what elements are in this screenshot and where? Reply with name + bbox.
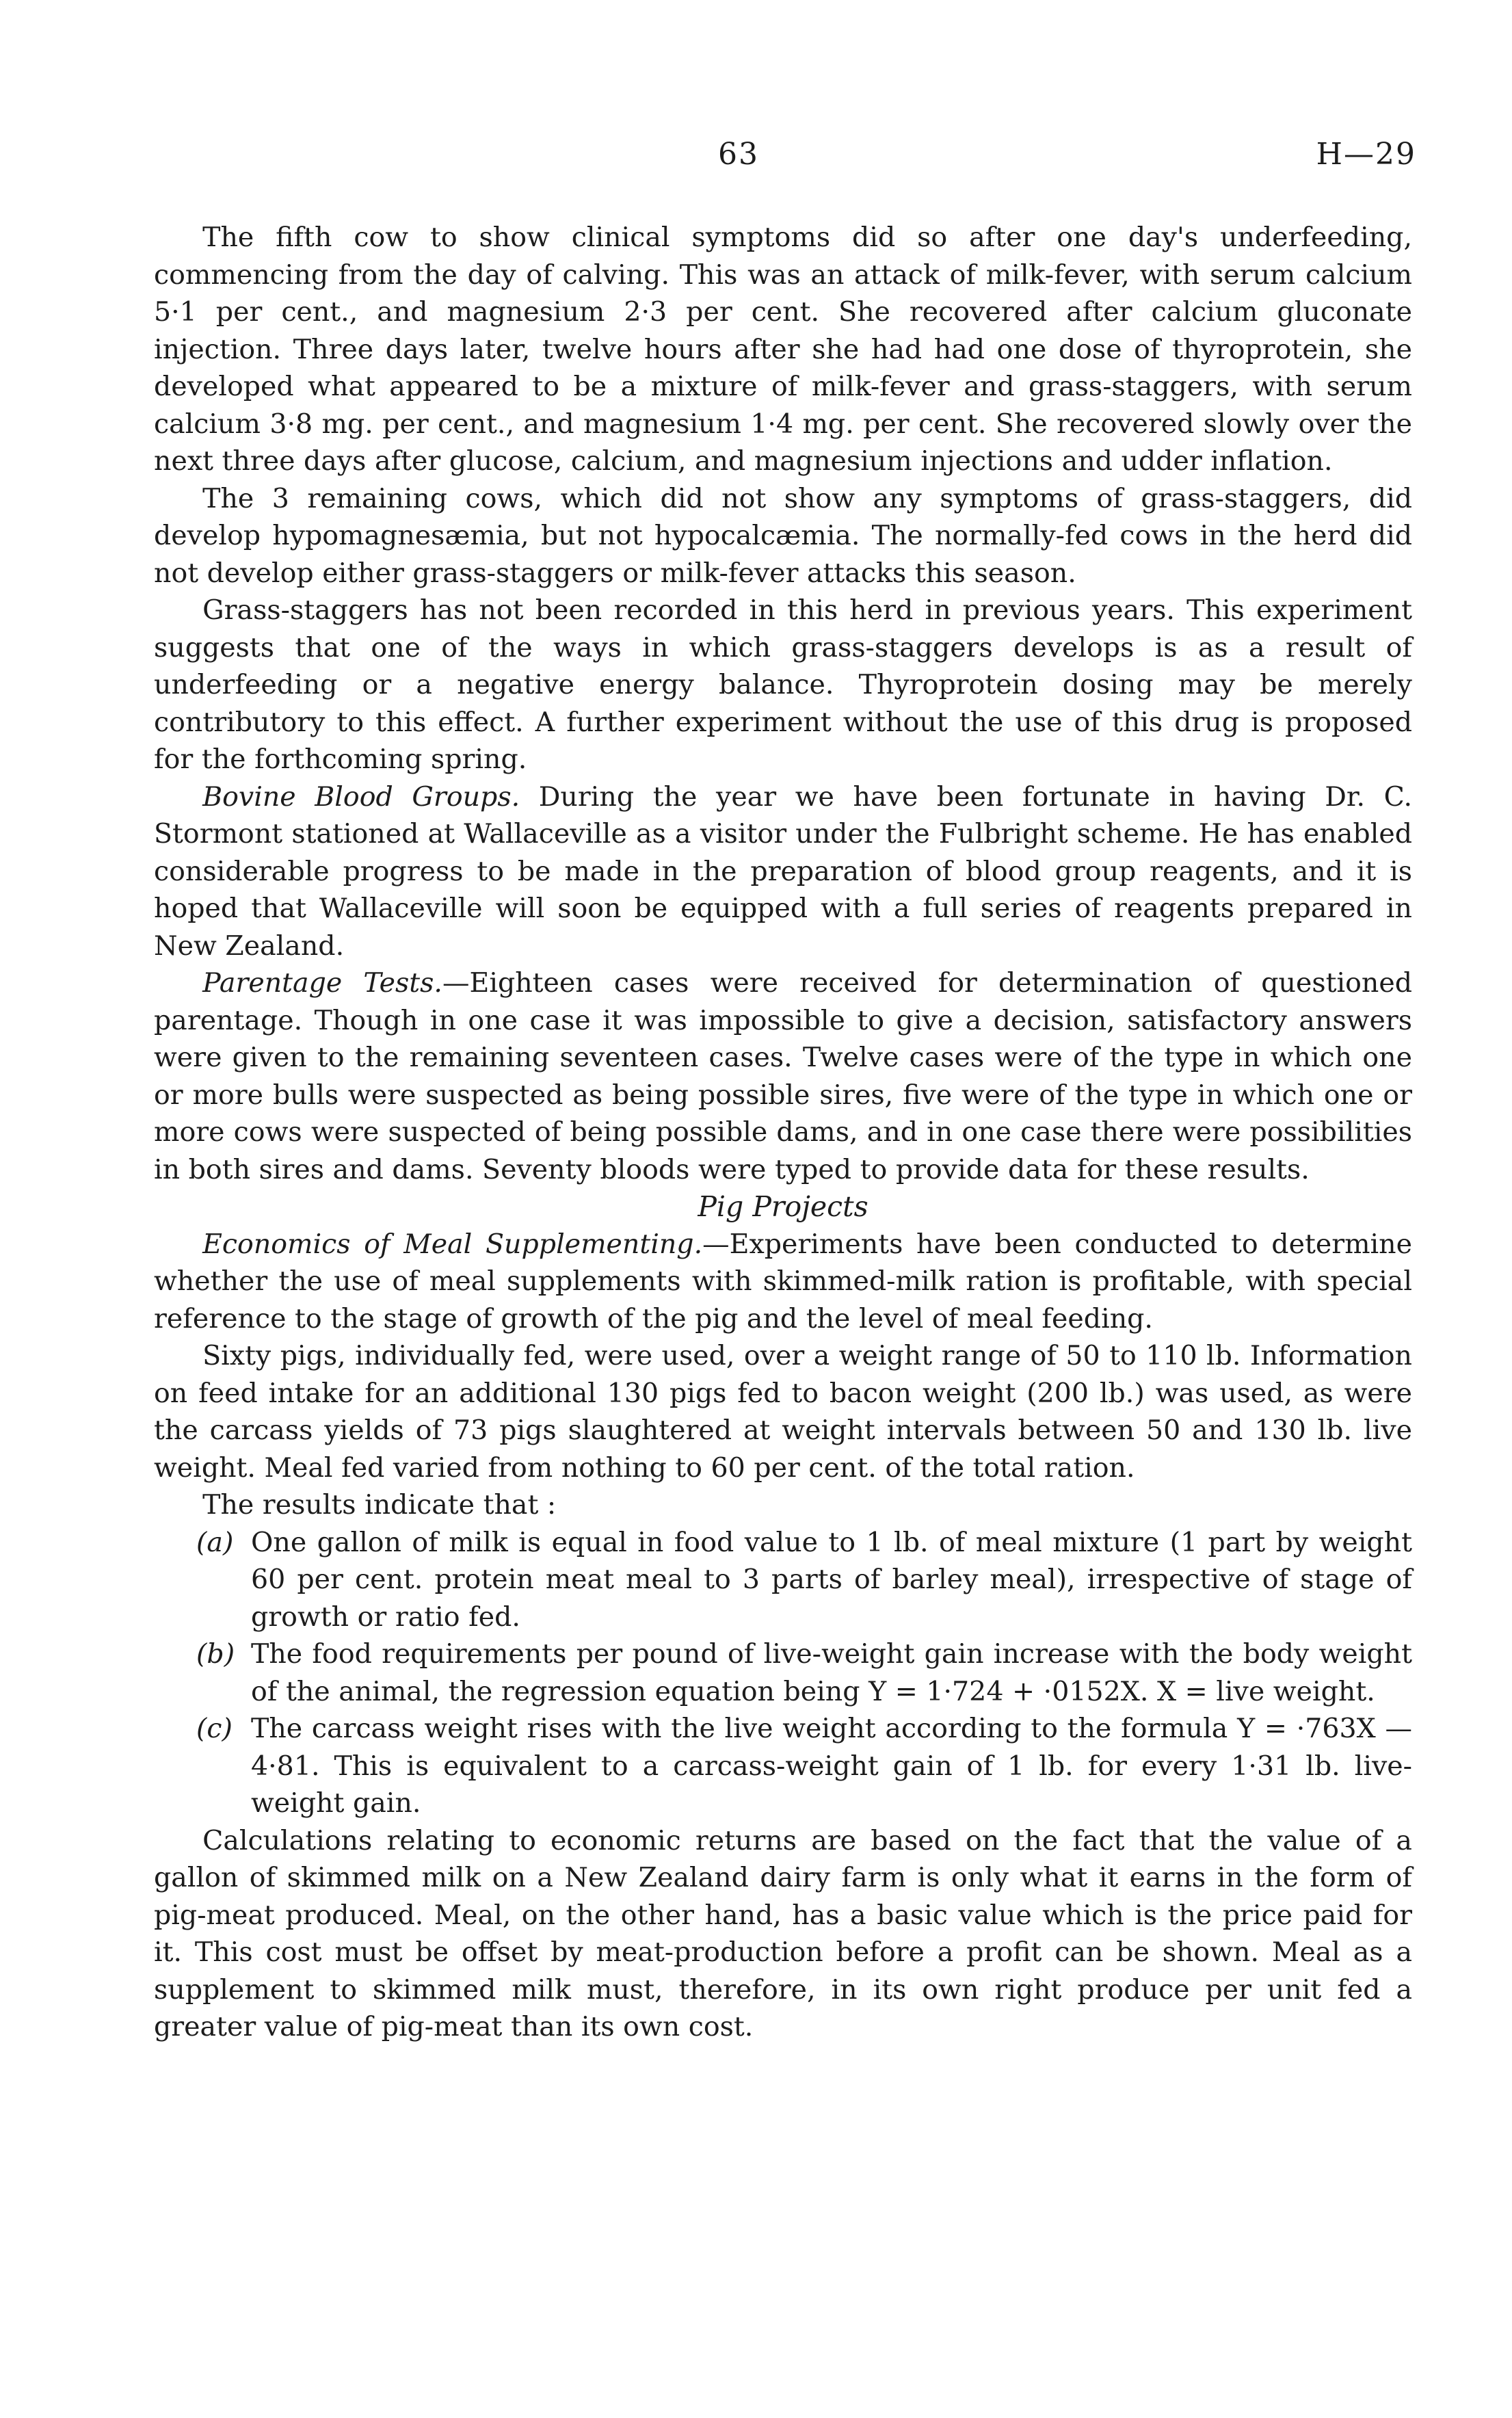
paragraph-economics [154,1226,1412,1338]
bovine-blood-groups-text: During the year we have been fortunate in having Dr. C. Stormont stationed at Wallaceville as a visitor under the Fulbright scheme. He has enabled considerable progress to be made in the preparation of blood group reagents, and it is hoped that Wallaceville will soon be equipped with a full series of reagents prepared in New Zealand. [154,780,1412,962]
paragraph-remaining-cows: The 3 remaining cows, which did not show any symptoms of grass-staggers, did develop hypomagnesæmia, but not hypocalcæmia. The normally-fed cows in the herd did not develop either grass-staggers or milk-fever attacks this season. [154,482,1412,589]
list-item-label: (c) [196,1713,233,1744]
list-item-text: The food requirements per pound of live-weight gain increase with the body weight of the animal, the regression equation being Y = 1·724 + ·0152X. X = live weight. [251,1638,1412,1707]
paragraph-fifth-cow: The fifth cow to show clinical symptoms did so after one day's underfeeding, commencing from the day of calving. This was an attack of milk-fever, with serum calcium 5·1 per cent., and magnesium 2·3 per cent. She recovered after calcium gluconate injection. Three days later, twelve hours after she had had one dose of thyroprotein, she developed what appeared to be a mixture of milk-fever and grass-staggers, with serum calcium 3·8 mg. per cent., and magnesium 1·4 mg. per cent. She recovered slowly over the next three days after glucose, calcium, and magnesium injections and udder inflation. [154,222,1412,477]
economics-text: —Experiments have been conducted to determine whether the use of meal supplements with skimmed-milk ration is profitable, with special reference to the stage of growth of the pig and the level of meal feeding. [154,1228,1413,1335]
list-item [154,1635,1412,1710]
list-item-text: The carcass weight rises with the live weight according to the formula Y = ·763X — 4·81. This is equivalent to a carcass-weight gain of 1 lb. for every 1·31 lb. live-weight gain. [251,1713,1412,1819]
paragraph-sixty-pigs: Sixty pigs, individually fed, were used, over a weight range of 50 to 110 lb. Information on feed intake for an additional 130 pigs fed to bacon weight (200 lb.) was used, as were the carcass yields of 73 pigs slaughtered at weight intervals between 50 and 130 lb. live weight. Meal fed varied from nothing to 60 per cent. of the total ration. [154,1340,1412,1484]
list-item-label: (a) [196,1526,234,1558]
results-intro: The results indicate that : [202,1489,557,1521]
paragraph-parentage-tests [154,964,1412,1188]
economics-title: Economics of Meal Supplementing. [202,1228,703,1260]
bovine-blood-groups-title: Bovine Blood Groups. [202,780,520,813]
parentage-tests-title: Parentage Tests. [202,967,442,999]
page-number: 63 [718,137,759,172]
paragraph-bovine-blood-groups [154,778,1412,965]
parentage-tests-text: —Eighteen cases were received for determination of questioned parentage. Though in one case it was impossible to give a decision, satisfactory answers were given to the remaining seventeen cases. Twelve cases were of the type in which one or more bulls were suspected as being possible sires, five were of the type in which one or more cows were suspected of being possible dams, and in one case there were possibilities in both sires and dams. Seventy bloods were typed to provide data for these results. [154,967,1412,1185]
paragraph-closing: Calculations relating to economic returns are based on the fact that the value of a gallon of skimmed milk on a New Zealand dairy farm is only what it earns in the form of pig-meat produced. Meal, on the other hand, has a basic value which is the price paid for it. This cost must be offset by meat-production before a profit can be shown. Meal as a supplement to skimmed milk must, therefore, in its own right produce per unit fed a greater value of pig-meat than its own cost. [154,1824,1412,2042]
list-item [154,1710,1412,1822]
document-reference: H—29 [1316,137,1416,172]
list-item-text: One gallon of milk is equal in food value to 1 lb. of meal mixture (1 part by weight 60 per cent. protein meat meal to 3 parts of barley meal), irrespective of stage of growth or ratio fed. [251,1526,1412,1633]
results-list [154,1524,1412,1822]
list-item-label: (b) [196,1638,235,1670]
list-item [154,1524,1412,1636]
section-heading-pig-projects: Pig Projects [698,1190,868,1223]
paragraph-grass-staggers: Grass-staggers has not been recorded in this herd in previous years. This experiment suggests that one of the ways in which grass-staggers develops is as a result of underfeeding or a negative energy balance. Thyroprotein dosing may be merely contributory to this effect. A further experiment without the use of this drug is proposed for the forthcoming spring. [154,594,1412,775]
body-text [154,219,1412,2046]
